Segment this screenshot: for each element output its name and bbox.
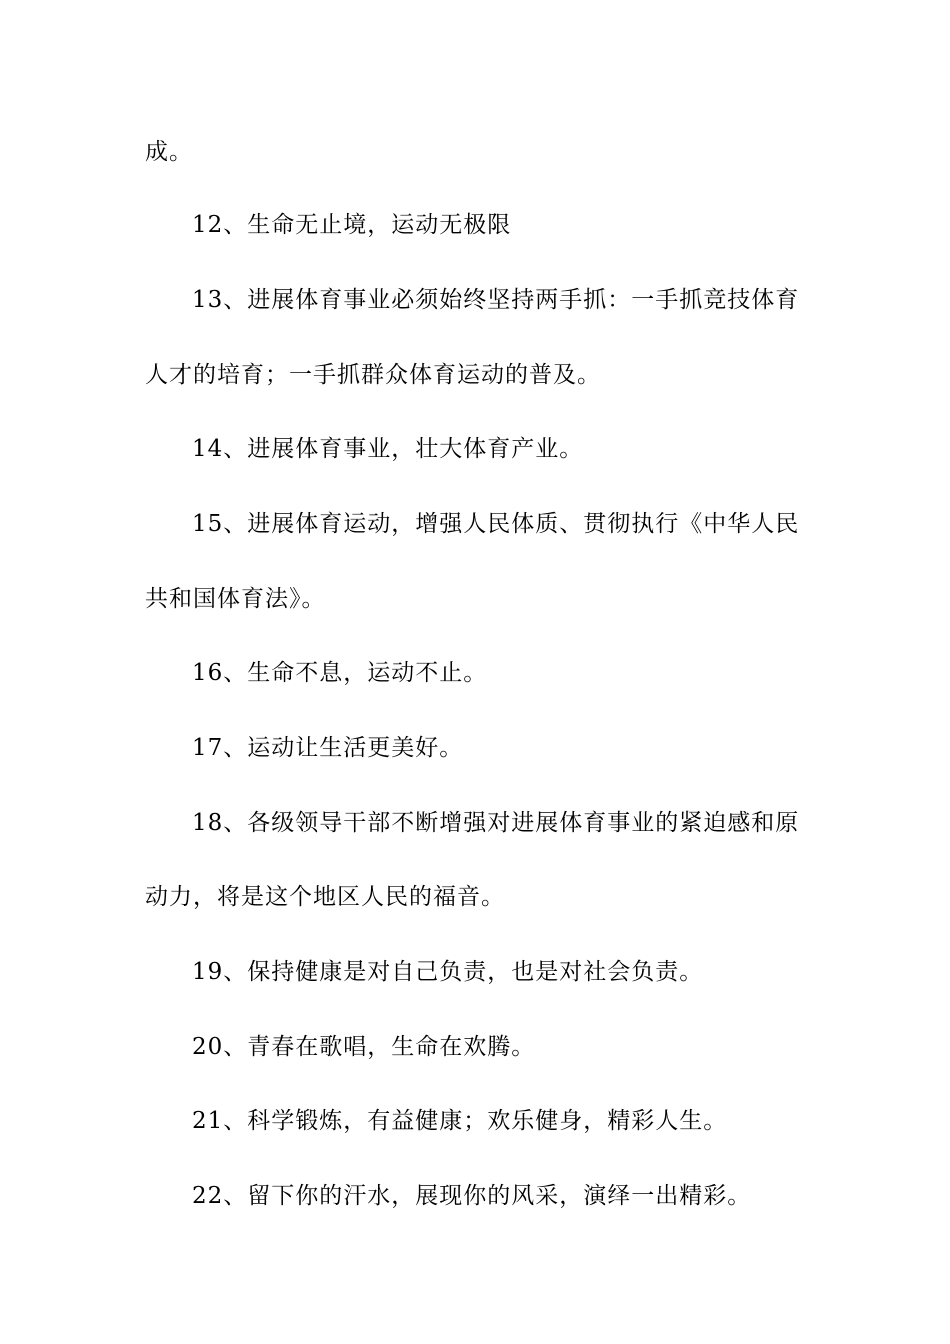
- slogan-13: 13、进展体育事业必须始终坚持两手抓：一手抓竞技体育: [192, 287, 800, 313]
- slogan-15: 15、进展体育运动，增强人民体质、贯彻执行《中华人民: [192, 511, 800, 537]
- slogan-21: 21、科学锻炼，有益健康；欢乐健身，精彩人生。: [192, 1108, 728, 1134]
- slogan-12: 12、生命无止境，运动无极限: [192, 212, 512, 238]
- slogan-14: 14、进展体育事业，壮大体育产业。: [192, 436, 584, 462]
- slogan-18: 18、各级领导干部不断增强对进展体育事业的紧迫感和原: [192, 810, 800, 836]
- slogan-18-continued: 动力，将是这个地区人民的福音。: [145, 884, 505, 910]
- slogan-20: 20、青春在歌唱，生命在欢腾。: [192, 1034, 536, 1060]
- slogan-22: 22、留下你的汗水，展现你的风采，演绎一出精彩。: [192, 1183, 752, 1209]
- slogan-13-continued: 人才的培育；一手抓群众体育运动的普及。: [145, 362, 601, 388]
- text-line-continuation: 成。: [145, 139, 193, 165]
- slogan-16: 16、生命不息，运动不止。: [192, 660, 488, 686]
- slogan-19: 19、保持健康是对自己负责，也是对社会负责。: [192, 959, 704, 985]
- slogan-17: 17、运动让生活更美好。: [192, 735, 464, 761]
- slogan-15-continued: 共和国体育法》。: [145, 586, 326, 612]
